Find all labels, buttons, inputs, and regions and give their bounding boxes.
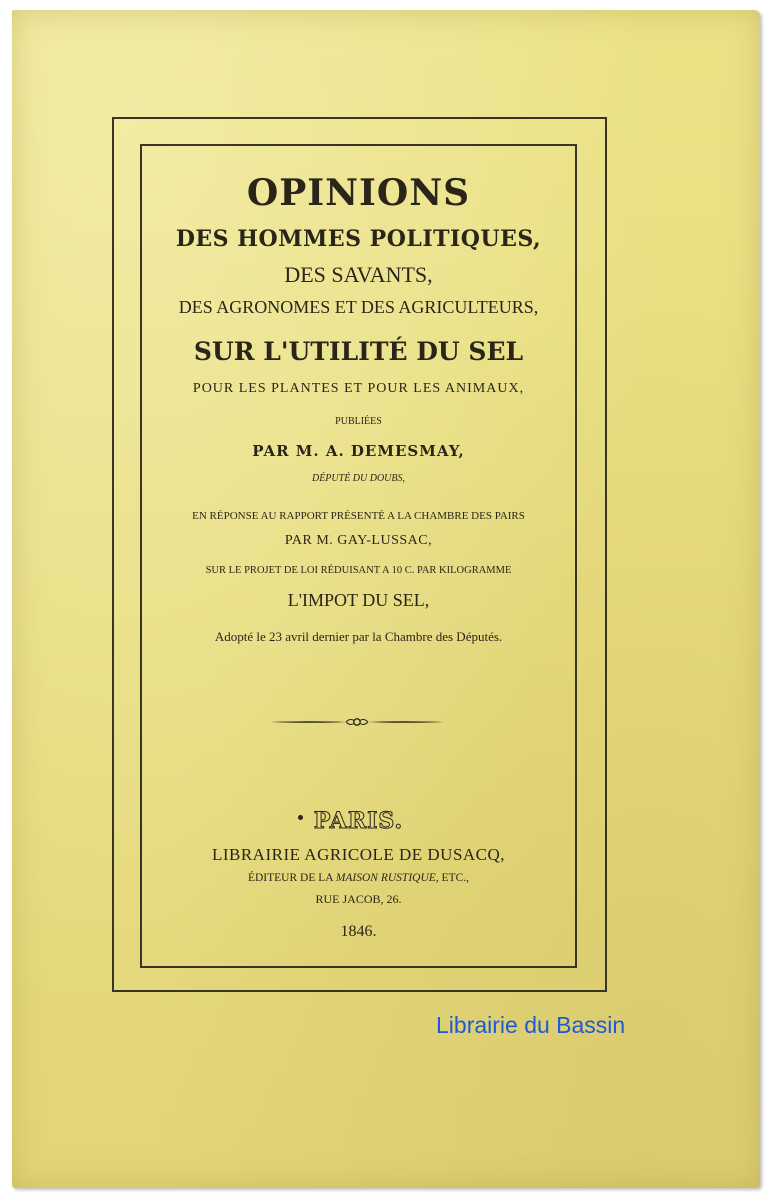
author-title: DÉPUTÉ DU DOUBS, (311, 473, 406, 484)
editeur-prefix: ÉDITEUR DE LA (247, 872, 333, 884)
imprint-publisher: LIBRAIRIE AGRICOLE DE DUSACQ, (211, 845, 506, 864)
adopted-line: Adopté le 23 avril dernier par la Chambre des Députés. (214, 629, 503, 644)
imprint-city: PARIS. (313, 808, 404, 834)
editeur-suffix: , ETC., (435, 872, 470, 884)
subtitle-hommes-politiques: DES HOMMES POLITIQUES, (175, 226, 542, 252)
seller-watermark: Librairie du Bassin (436, 1012, 626, 1038)
response-line: EN RÉPONSE AU RAPPORT PRÉSENTÉ A LA CHAMBRE DES PAIRS (192, 510, 525, 522)
published-label: PUBLIÉES (335, 416, 382, 427)
subtitle-utilite-du-sel: SUR L'UTILITÉ DU SEL (193, 337, 524, 366)
cover-title: OPINIONS (246, 172, 471, 214)
subtitle-plantes-animaux: POUR LES PLANTES ET POUR LES ANIMAUX, (192, 381, 525, 396)
imprint-address: RUE JACOB, 26. (315, 892, 402, 906)
subtitle-savants: DES SAVANTS, (284, 262, 433, 287)
author-line: PAR M. A. DEMESMAY, (252, 442, 465, 460)
subtitle-agronomes: DES AGRONOMES ET DES AGRICULTEURS, (178, 297, 539, 317)
ornament-rule-icon (268, 714, 446, 730)
imprint-editeur (140, 872, 577, 884)
imprint-year: 1846. (340, 923, 377, 940)
salt-tax-line: L'IMPOT DU SEL, (287, 590, 430, 610)
editeur-italic: MAISON RUSTIQUE (335, 872, 436, 884)
gay-lussac-line: PAR M. GAY-LUSSAC, (284, 533, 433, 548)
law-project-line: SUR LE PROJET DE LOI RÉDUISANT A 10 C. PAR KILOGRAMME (205, 565, 512, 576)
